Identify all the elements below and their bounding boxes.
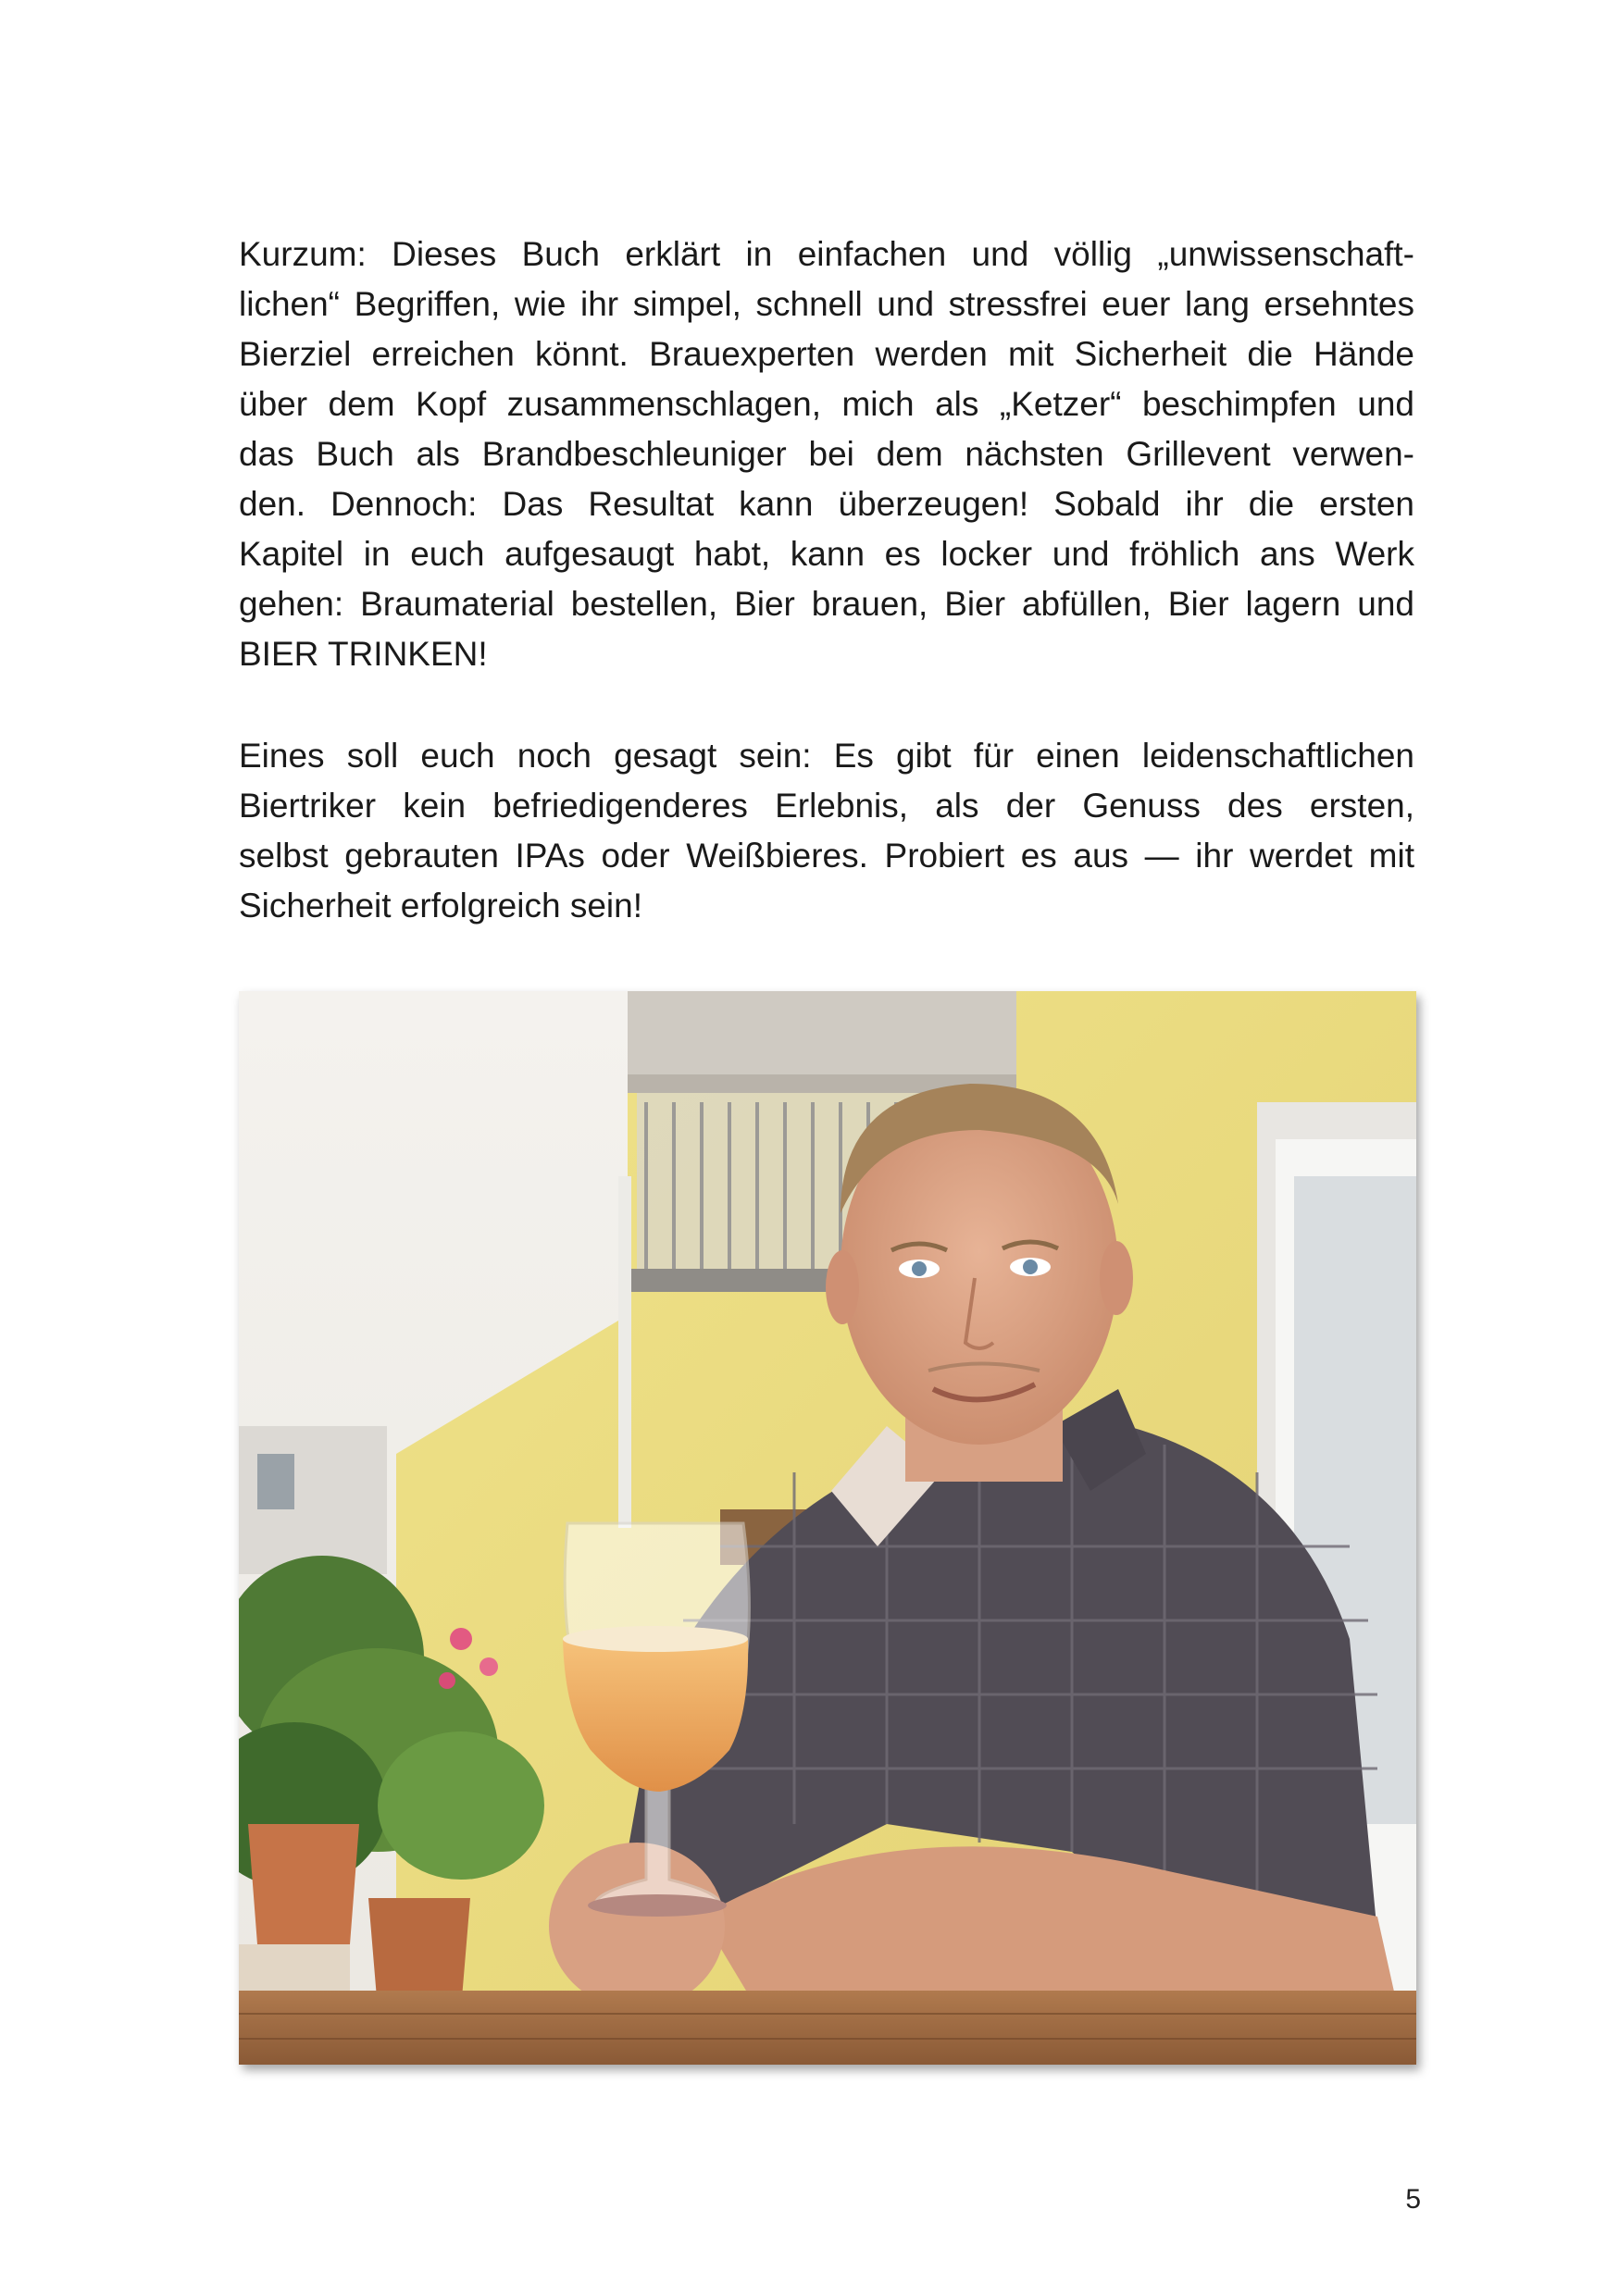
text-line: lichen“ Begriffen, wie ihr simpel, schnell und stressfrei euer lang ersehntes xyxy=(239,285,1414,323)
text-line: Bierziel erreichen könnt. Brauexperten werden mit Sicherheit die Hände xyxy=(239,335,1414,373)
text-line: selbst gebrauten IPAs oder Weißbieres. Probiert es aus — ihr werdet mit xyxy=(239,837,1414,875)
text-line: Sicherheit erfolgreich sein! xyxy=(239,887,642,925)
text-line: Kapitel in euch aufgesaugt habt, kann es locker und fröhlich ans Werk xyxy=(239,535,1414,573)
text-line: Kurzum: Dieses Buch erklärt in einfachen und völlig „unwissenschaft- xyxy=(239,235,1414,273)
text-line: den. Dennoch: Das Resultat kann überzeugen! Sobald ihr die ersten xyxy=(239,485,1414,523)
text-line: BIER TRINKEN! xyxy=(239,635,488,673)
author-photo-illustration xyxy=(239,991,1416,2065)
text-line: Biertriker kein befriedigenderes Erlebnis, als der Genuss des ersten, xyxy=(239,787,1414,825)
text-line: das Buch als Brandbeschleuniger bei dem nächsten Grillevent verwen- xyxy=(239,435,1414,473)
author-photo xyxy=(239,991,1416,2065)
paragraph-closing xyxy=(239,731,1414,931)
text-line: Eines soll euch noch gesagt sein: Es gibt für einen leidenschaftlichen xyxy=(239,737,1414,775)
page-number: 5 xyxy=(1405,2184,1421,2215)
text-line: gehen: Braumaterial bestellen, Bier brauen, Bier abfüllen, Bier lagern und xyxy=(239,585,1414,623)
paragraph-intro xyxy=(239,230,1414,679)
text-line: über dem Kopf zusammenschlagen, mich als „Ketzer“ beschimpfen und xyxy=(239,385,1414,423)
